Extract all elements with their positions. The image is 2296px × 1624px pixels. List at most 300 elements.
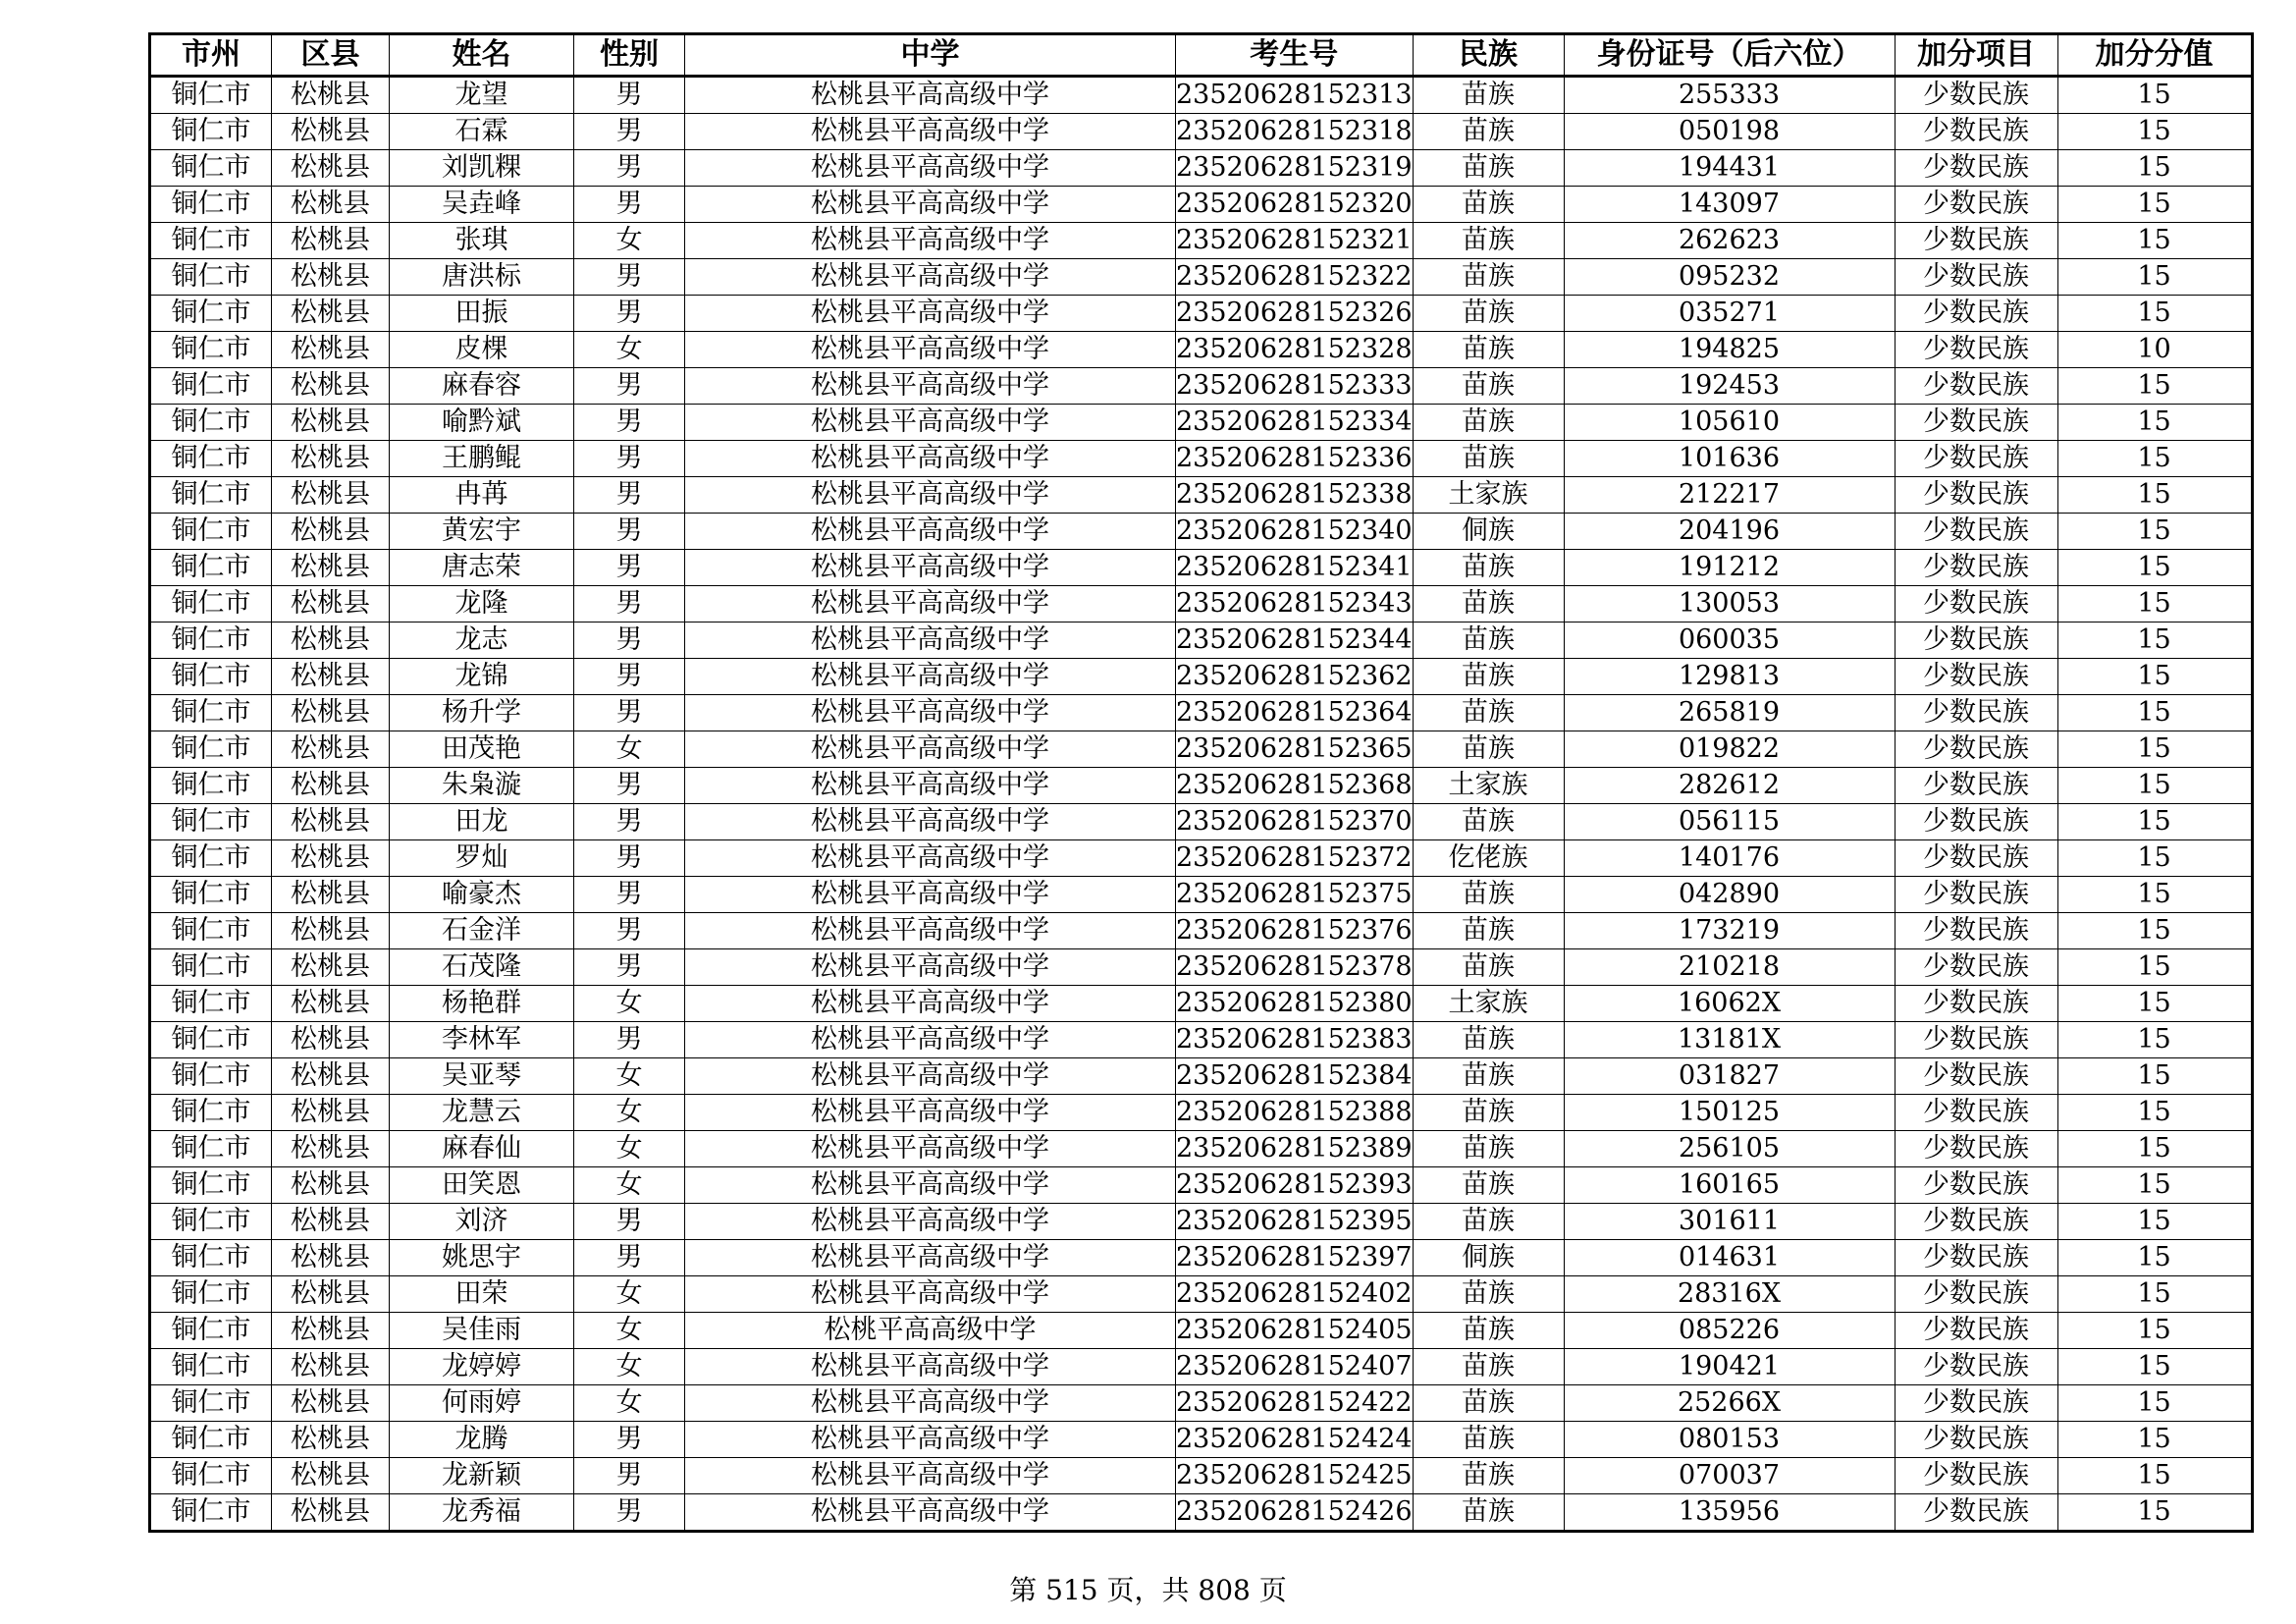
cell-county: 松桃县 [272,1022,390,1058]
cell-school: 松桃县平高高级中学 [685,1167,1176,1204]
cell-ethnicity: 土家族 [1413,768,1564,804]
cell-gender: 男 [574,296,685,332]
cell-county: 松桃县 [272,1095,390,1131]
table-row [150,1458,2253,1494]
table-row [150,1494,2253,1532]
cell-gender: 男 [574,659,685,695]
cell-gender: 男 [574,441,685,477]
cell-ethnicity: 苗族 [1413,114,1564,150]
cell-city: 铜仁市 [150,1349,272,1385]
cell-bonus-item: 少数民族 [1895,913,2057,949]
cell-name: 田笑恩 [390,1167,574,1204]
cell-name: 龙婷婷 [390,1349,574,1385]
cell-exam-number: 23520628152340 [1176,514,1414,550]
cell-gender: 男 [574,623,685,659]
cell-ethnicity: 苗族 [1413,586,1564,623]
cell-exam-number: 23520628152378 [1176,949,1414,986]
cell-exam-number: 23520628152362 [1176,659,1414,695]
cell-bonus-item: 少数民族 [1895,550,2057,586]
cell-bonus-points: 15 [2057,877,2252,913]
cell-exam-number: 23520628152422 [1176,1385,1414,1422]
cell-exam-number: 23520628152364 [1176,695,1414,731]
cell-exam-number: 23520628152365 [1176,731,1414,768]
cell-bonus-item: 少数民族 [1895,804,2057,840]
cell-bonus-points: 15 [2057,405,2252,441]
cell-id-last-six: 262623 [1564,223,1895,259]
cell-id-last-six: 282612 [1564,768,1895,804]
cell-gender: 女 [574,1349,685,1385]
cell-gender: 男 [574,368,685,405]
cell-ethnicity: 苗族 [1413,1349,1564,1385]
cell-county: 松桃县 [272,1058,390,1095]
cell-school: 松桃县平高高级中学 [685,332,1176,368]
cell-bonus-item: 少数民族 [1895,1313,2057,1349]
cell-name: 田振 [390,296,574,332]
cell-id-last-six: 255333 [1564,77,1895,114]
cell-county: 松桃县 [272,913,390,949]
table-row [150,1167,2253,1204]
cell-id-last-six: 204196 [1564,514,1895,550]
cell-bonus-points: 15 [2057,114,2252,150]
cell-gender: 男 [574,913,685,949]
cell-county: 松桃县 [272,1276,390,1313]
cell-school: 松桃县平高高级中学 [685,623,1176,659]
table-row [150,114,2253,150]
cell-school: 松桃县平高高级中学 [685,259,1176,296]
cell-bonus-item: 少数民族 [1895,1095,2057,1131]
cell-id-last-six: 080153 [1564,1422,1895,1458]
cell-bonus-item: 少数民族 [1895,1422,2057,1458]
cell-county: 松桃县 [272,731,390,768]
cell-name: 龙隆 [390,586,574,623]
cell-school: 松桃县平高高级中学 [685,949,1176,986]
cell-bonus-item: 少数民族 [1895,296,2057,332]
cell-city: 铜仁市 [150,405,272,441]
cell-gender: 男 [574,840,685,877]
cell-bonus-item: 少数民族 [1895,187,2057,223]
cell-city: 铜仁市 [150,1458,272,1494]
cell-county: 松桃县 [272,949,390,986]
cell-exam-number: 23520628152368 [1176,768,1414,804]
cell-bonus-item: 少数民族 [1895,986,2057,1022]
cell-school: 松桃县平高高级中学 [685,1058,1176,1095]
cell-bonus-points: 10 [2057,332,2252,368]
cell-ethnicity: 苗族 [1413,1494,1564,1532]
cell-school: 松桃县平高高级中学 [685,441,1176,477]
cell-id-last-six: 129813 [1564,659,1895,695]
cell-city: 铜仁市 [150,1494,272,1532]
column-header-county: 区县 [272,34,390,77]
cell-bonus-points: 15 [2057,296,2252,332]
cell-bonus-item: 少数民族 [1895,623,2057,659]
cell-gender: 男 [574,187,685,223]
cell-bonus-item: 少数民族 [1895,1167,2057,1204]
cell-ethnicity: 苗族 [1413,1385,1564,1422]
cell-ethnicity: 苗族 [1413,659,1564,695]
cell-gender: 男 [574,877,685,913]
cell-exam-number: 23520628152383 [1176,1022,1414,1058]
cell-county: 松桃县 [272,441,390,477]
cell-city: 铜仁市 [150,840,272,877]
cell-id-last-six: 031827 [1564,1058,1895,1095]
cell-id-last-six: 265819 [1564,695,1895,731]
cell-exam-number: 23520628152397 [1176,1240,1414,1276]
cell-school: 松桃县平高高级中学 [685,986,1176,1022]
cell-school: 松桃县平高高级中学 [685,586,1176,623]
cell-gender: 男 [574,949,685,986]
cell-name: 何雨婷 [390,1385,574,1422]
cell-school: 松桃县平高高级中学 [685,913,1176,949]
cell-school: 松桃县平高高级中学 [685,768,1176,804]
cell-id-last-six: 035271 [1564,296,1895,332]
cell-gender: 女 [574,1167,685,1204]
table-row [150,1131,2253,1167]
table-row [150,1204,2253,1240]
cell-name: 龙秀福 [390,1494,574,1532]
cell-bonus-item: 少数民族 [1895,368,2057,405]
column-header-school: 中学 [685,34,1176,77]
cell-bonus-item: 少数民族 [1895,1240,2057,1276]
cell-id-last-six: 085226 [1564,1313,1895,1349]
cell-bonus-points: 15 [2057,1313,2252,1349]
cell-name: 龙望 [390,77,574,114]
cell-bonus-points: 15 [2057,731,2252,768]
cell-id-last-six: 135956 [1564,1494,1895,1532]
cell-bonus-points: 15 [2057,1204,2252,1240]
cell-id-last-six: 140176 [1564,840,1895,877]
cell-school: 松桃县平高高级中学 [685,150,1176,187]
cell-id-last-six: 101636 [1564,441,1895,477]
cell-exam-number: 23520628152407 [1176,1349,1414,1385]
column-header-bonus-points: 加分分值 [2057,34,2252,77]
cell-ethnicity: 苗族 [1413,695,1564,731]
cell-name: 喻豪杰 [390,877,574,913]
cell-city: 铜仁市 [150,623,272,659]
cell-city: 铜仁市 [150,768,272,804]
cell-id-last-six: 173219 [1564,913,1895,949]
cell-bonus-item: 少数民族 [1895,1131,2057,1167]
cell-exam-number: 23520628152313 [1176,77,1414,114]
cell-name: 冉苒 [390,477,574,514]
cell-county: 松桃县 [272,1494,390,1532]
cell-city: 铜仁市 [150,477,272,514]
table-row [150,1095,2253,1131]
table-row [150,1349,2253,1385]
cell-city: 铜仁市 [150,1131,272,1167]
table-row [150,659,2253,695]
cell-county: 松桃县 [272,1131,390,1167]
cell-exam-number: 23520628152326 [1176,296,1414,332]
cell-bonus-points: 15 [2057,514,2252,550]
cell-gender: 男 [574,514,685,550]
table-row [150,296,2253,332]
cell-bonus-item: 少数民族 [1895,1058,2057,1095]
cell-bonus-item: 少数民族 [1895,949,2057,986]
cell-ethnicity: 苗族 [1413,877,1564,913]
cell-county: 松桃县 [272,259,390,296]
cell-bonus-points: 15 [2057,1422,2252,1458]
cell-exam-number: 23520628152389 [1176,1131,1414,1167]
cell-name: 黄宏宇 [390,514,574,550]
cell-bonus-points: 15 [2057,1058,2252,1095]
cell-school: 松桃县平高高级中学 [685,1131,1176,1167]
table-row [150,768,2253,804]
table-row [150,514,2253,550]
cell-city: 铜仁市 [150,1385,272,1422]
table-header-row [150,34,2253,77]
cell-id-last-six: 256105 [1564,1131,1895,1167]
cell-name: 石茂隆 [390,949,574,986]
cell-exam-number: 23520628152318 [1176,114,1414,150]
cell-gender: 女 [574,1276,685,1313]
cell-gender: 男 [574,550,685,586]
cell-bonus-item: 少数民族 [1895,114,2057,150]
table-row [150,949,2253,986]
cell-county: 松桃县 [272,877,390,913]
cell-ethnicity: 苗族 [1413,187,1564,223]
cell-gender: 男 [574,477,685,514]
cell-name: 石金洋 [390,913,574,949]
cell-id-last-six: 150125 [1564,1095,1895,1131]
cell-gender: 男 [574,1494,685,1532]
cell-gender: 男 [574,1022,685,1058]
cell-gender: 男 [574,1240,685,1276]
cell-school: 松桃县平高高级中学 [685,514,1176,550]
cell-bonus-item: 少数民族 [1895,877,2057,913]
cell-exam-number: 23520628152376 [1176,913,1414,949]
cell-ethnicity: 苗族 [1413,332,1564,368]
cell-id-last-six: 301611 [1564,1204,1895,1240]
cell-bonus-points: 15 [2057,368,2252,405]
cell-city: 铜仁市 [150,259,272,296]
cell-county: 松桃县 [272,187,390,223]
cell-exam-number: 23520628152336 [1176,441,1414,477]
cell-name: 刘济 [390,1204,574,1240]
cell-city: 铜仁市 [150,731,272,768]
table-row [150,1240,2253,1276]
cell-name: 王鹏鲲 [390,441,574,477]
cell-bonus-item: 少数民族 [1895,1204,2057,1240]
cell-name: 杨升学 [390,695,574,731]
table-row [150,368,2253,405]
cell-bonus-item: 少数民族 [1895,1458,2057,1494]
cell-exam-number: 23520628152388 [1176,1095,1414,1131]
cell-ethnicity: 侗族 [1413,1240,1564,1276]
cell-gender: 女 [574,1385,685,1422]
cell-school: 松桃县平高高级中学 [685,1204,1176,1240]
cell-id-last-six: 210218 [1564,949,1895,986]
table-row [150,1422,2253,1458]
cell-county: 松桃县 [272,804,390,840]
cell-county: 松桃县 [272,986,390,1022]
cell-county: 松桃县 [272,623,390,659]
table-body [150,77,2253,1532]
cell-gender: 男 [574,768,685,804]
table-row [150,259,2253,296]
cell-county: 松桃县 [272,223,390,259]
cell-school: 松桃县平高高级中学 [685,1385,1176,1422]
cell-city: 铜仁市 [150,368,272,405]
cell-name: 唐洪标 [390,259,574,296]
cell-bonus-item: 少数民族 [1895,514,2057,550]
cell-city: 铜仁市 [150,1422,272,1458]
cell-school: 松桃平高高级中学 [685,1313,1176,1349]
cell-city: 铜仁市 [150,1276,272,1313]
cell-county: 松桃县 [272,659,390,695]
cell-bonus-points: 15 [2057,1022,2252,1058]
cell-school: 松桃县平高高级中学 [685,840,1176,877]
cell-gender: 男 [574,804,685,840]
cell-name: 田茂艳 [390,731,574,768]
cell-gender: 男 [574,77,685,114]
cell-gender: 男 [574,1422,685,1458]
cell-exam-number: 23520628152405 [1176,1313,1414,1349]
cell-bonus-points: 15 [2057,804,2252,840]
cell-bonus-item: 少数民族 [1895,77,2057,114]
cell-exam-number: 23520628152341 [1176,550,1414,586]
cell-city: 铜仁市 [150,332,272,368]
cell-name: 唐志荣 [390,550,574,586]
cell-exam-number: 23520628152370 [1176,804,1414,840]
cell-bonus-points: 15 [2057,259,2252,296]
cell-school: 松桃县平高高级中学 [685,804,1176,840]
cell-gender: 男 [574,259,685,296]
cell-county: 松桃县 [272,332,390,368]
cell-county: 松桃县 [272,695,390,731]
cell-name: 喻黔斌 [390,405,574,441]
cell-id-last-six: 25266X [1564,1385,1895,1422]
cell-school: 松桃县平高高级中学 [685,1095,1176,1131]
cell-ethnicity: 苗族 [1413,441,1564,477]
cell-school: 松桃县平高高级中学 [685,1494,1176,1532]
cell-school: 松桃县平高高级中学 [685,695,1176,731]
cell-bonus-points: 15 [2057,586,2252,623]
cell-city: 铜仁市 [150,187,272,223]
cell-ethnicity: 苗族 [1413,949,1564,986]
table-row [150,1022,2253,1058]
cell-name: 田龙 [390,804,574,840]
cell-gender: 女 [574,223,685,259]
cell-id-last-six: 192453 [1564,368,1895,405]
table-row [150,623,2253,659]
table-row [150,405,2253,441]
cell-exam-number: 23520628152321 [1176,223,1414,259]
cell-city: 铜仁市 [150,296,272,332]
cell-bonus-points: 15 [2057,1349,2252,1385]
cell-ethnicity: 苗族 [1413,623,1564,659]
cell-bonus-item: 少数民族 [1895,150,2057,187]
cell-city: 铜仁市 [150,913,272,949]
cell-gender: 男 [574,150,685,187]
cell-city: 铜仁市 [150,1167,272,1204]
cell-bonus-points: 15 [2057,1240,2252,1276]
cell-id-last-six: 056115 [1564,804,1895,840]
cell-exam-number: 23520628152328 [1176,332,1414,368]
cell-county: 松桃县 [272,550,390,586]
cell-ethnicity: 仡佬族 [1413,840,1564,877]
cell-bonus-item: 少数民族 [1895,840,2057,877]
cell-bonus-item: 少数民族 [1895,332,2057,368]
cell-ethnicity: 苗族 [1413,223,1564,259]
cell-ethnicity: 苗族 [1413,1204,1564,1240]
cell-bonus-item: 少数民族 [1895,1385,2057,1422]
cell-gender: 女 [574,1313,685,1349]
cell-city: 铜仁市 [150,659,272,695]
cell-school: 松桃县平高高级中学 [685,550,1176,586]
cell-county: 松桃县 [272,1458,390,1494]
cell-exam-number: 23520628152425 [1176,1458,1414,1494]
cell-name: 刘凯粿 [390,150,574,187]
cell-name: 吴佳雨 [390,1313,574,1349]
cell-bonus-item: 少数民族 [1895,695,2057,731]
cell-school: 松桃县平高高级中学 [685,1240,1176,1276]
cell-city: 铜仁市 [150,1095,272,1131]
column-header-gender: 性别 [574,34,685,77]
cell-exam-number: 23520628152334 [1176,405,1414,441]
cell-gender: 男 [574,695,685,731]
cell-city: 铜仁市 [150,949,272,986]
cell-bonus-item: 少数民族 [1895,1276,2057,1313]
cell-id-last-six: 130053 [1564,586,1895,623]
cell-bonus-points: 15 [2057,1131,2252,1167]
cell-county: 松桃县 [272,405,390,441]
cell-ethnicity: 苗族 [1413,259,1564,296]
cell-county: 松桃县 [272,296,390,332]
cell-exam-number: 23520628152380 [1176,986,1414,1022]
cell-school: 松桃县平高高级中学 [685,1276,1176,1313]
cell-gender: 男 [574,114,685,150]
cell-city: 铜仁市 [150,1313,272,1349]
cell-id-last-six: 095232 [1564,259,1895,296]
cell-city: 铜仁市 [150,77,272,114]
cell-name: 吴垚峰 [390,187,574,223]
cell-bonus-item: 少数民族 [1895,1022,2057,1058]
cell-school: 松桃县平高高级中学 [685,223,1176,259]
cell-name: 石霖 [390,114,574,150]
column-header-bonus-item: 加分项目 [1895,34,2057,77]
cell-bonus-points: 15 [2057,441,2252,477]
cell-city: 铜仁市 [150,1022,272,1058]
cell-ethnicity: 土家族 [1413,477,1564,514]
cell-name: 张琪 [390,223,574,259]
cell-school: 松桃县平高高级中学 [685,877,1176,913]
cell-city: 铜仁市 [150,114,272,150]
cell-county: 松桃县 [272,586,390,623]
cell-county: 松桃县 [272,1385,390,1422]
cell-school: 松桃县平高高级中学 [685,731,1176,768]
cell-city: 铜仁市 [150,1204,272,1240]
cell-ethnicity: 侗族 [1413,514,1564,550]
cell-exam-number: 23520628152319 [1176,150,1414,187]
cell-id-last-six: 050198 [1564,114,1895,150]
cell-county: 松桃县 [272,77,390,114]
cell-bonus-points: 15 [2057,986,2252,1022]
cell-name: 龙慧云 [390,1095,574,1131]
cell-gender: 男 [574,586,685,623]
cell-exam-number: 23520628152344 [1176,623,1414,659]
cell-id-last-six: 191212 [1564,550,1895,586]
cell-bonus-item: 少数民族 [1895,768,2057,804]
page-number-footer: 第 515 页，共 808 页 [1009,1574,1287,1606]
cell-bonus-item: 少数民族 [1895,659,2057,695]
cell-county: 松桃县 [272,1204,390,1240]
cell-ethnicity: 苗族 [1413,77,1564,114]
table-row [150,913,2253,949]
cell-exam-number: 23520628152322 [1176,259,1414,296]
cell-bonus-points: 15 [2057,223,2252,259]
cell-id-last-six: 28316X [1564,1276,1895,1313]
cell-name: 杨艳群 [390,986,574,1022]
